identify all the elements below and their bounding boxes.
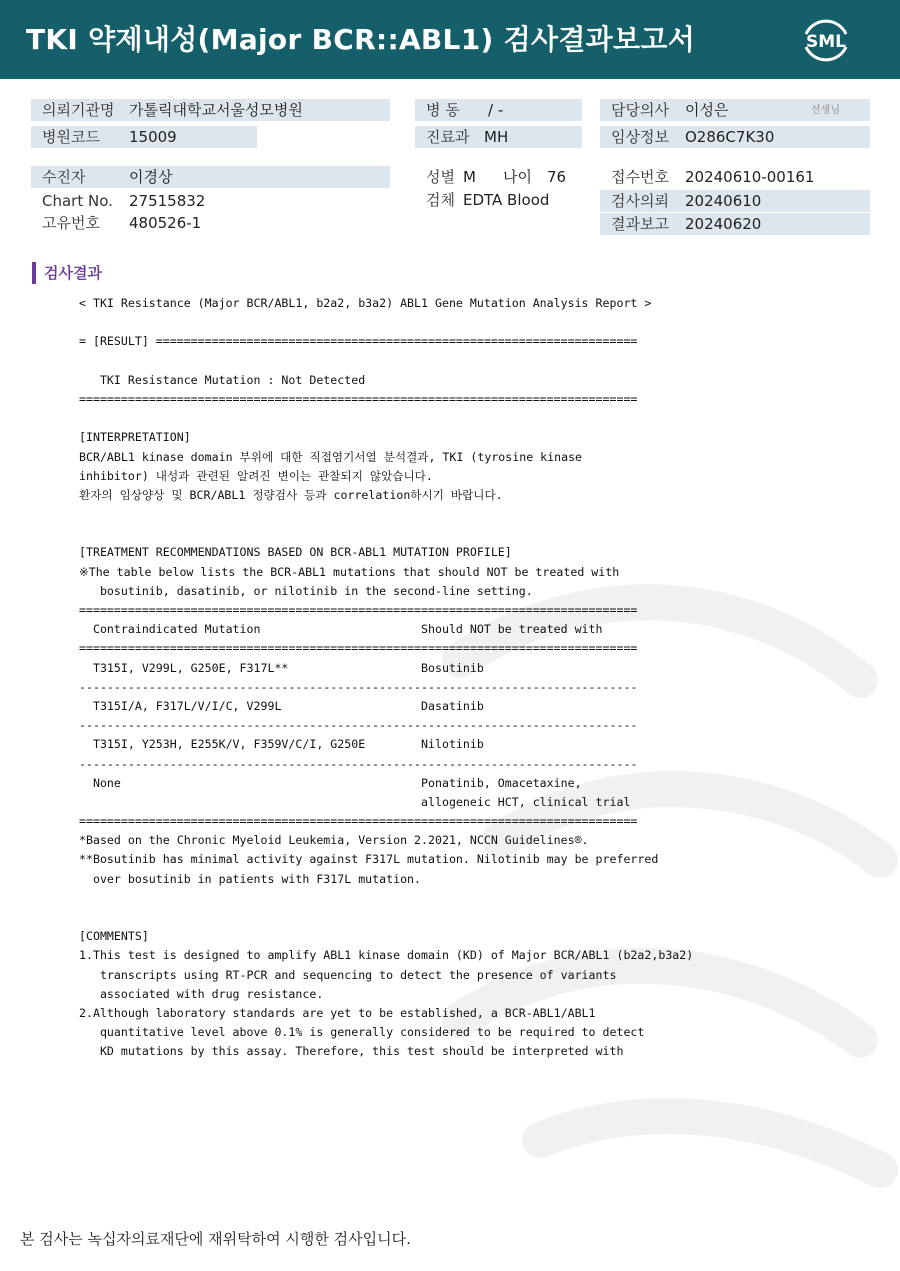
ward-field [415, 99, 582, 121]
patient-value: 이경상 [129, 168, 173, 186]
request-field [600, 190, 870, 212]
report-header [0, 0, 900, 79]
ward-value: / - [488, 101, 504, 119]
report-line: TKI Resistance Mutation : Not Detected [79, 372, 366, 387]
chart-label: Chart No. [42, 192, 113, 210]
dept-label: 진료과 [426, 128, 470, 146]
report-line: over bosutinib in patients with F317L mutation. [79, 871, 422, 886]
footer-note: 본 검사는 녹십자의료재단에 재위탁하여 시행한 검사입니다. [20, 1230, 411, 1248]
report-line: [INTERPRETATION] [79, 430, 191, 445]
unique-field [31, 212, 390, 234]
report-line: 환자의 임상양상 및 BCR/ABL1 정량검사 등과 correlation하시기 바랍니다. [79, 487, 503, 502]
report-line: allogeneic HCT, clinical trial [79, 794, 631, 809]
patient-label: 수진자 [42, 168, 86, 186]
logo-text: SML [806, 32, 846, 52]
report-line: < TKI Resistance (Major BCR/ABL1, b2a2, b3a2) ABL1 Gene Mutation Analysis Report > [79, 296, 652, 310]
report-line: ================================================================================ [79, 641, 638, 656]
report-line [79, 352, 693, 371]
report-line: ================================================================================ [79, 603, 638, 617]
doctor-field [600, 99, 870, 121]
unique-value: 480526-1 [129, 214, 202, 232]
specimen-field [415, 189, 582, 211]
report-line [79, 409, 693, 428]
report-line: 1.This test is designed to amplify ABL1 kinase domain (KD) of Major BCR/ABL1 (b2a2,b3a2) [79, 948, 694, 963]
report-line: bosutinib, dasatinib, or nilotinib in the second-line setting. [79, 583, 533, 598]
report-line [79, 889, 693, 908]
report-line: ※The table below lists the BCR-ABL1 mutations that should NOT be treated with [79, 564, 620, 579]
doctor-label: 담당의사 [611, 101, 669, 119]
institution-field [31, 99, 390, 121]
clinical-value: O286C7K30 [685, 128, 775, 146]
hospital-code-label: 병원코드 [42, 128, 100, 146]
request-label: 검사의뢰 [611, 192, 669, 210]
report-line: *Based on the Chronic Myeloid Leukemia, Version 2.2021, NCCN Guidelines®. [79, 833, 589, 848]
institution-label: 의뢰기관명 [42, 101, 115, 119]
patient-field [31, 166, 390, 188]
report-line: ================================================================================ [79, 391, 638, 406]
hospital-code-value: 15009 [129, 128, 177, 146]
report-line: T315I, V299L, G250E, F317L** Bosutinib [79, 660, 484, 675]
institution-value: 가톨릭대학교서울성모병원 [129, 101, 303, 119]
receipt-label: 접수번호 [611, 168, 669, 186]
report-title: TKI 약제내성(Major BCR::ABL1) 검사결과보고서 [26, 23, 696, 56]
result-field [600, 213, 870, 235]
age-label: 나이 [503, 168, 532, 186]
report-line: -------------------------------------------------------------------------------- [79, 679, 638, 694]
chart-value: 27515832 [129, 192, 206, 210]
report-line [79, 524, 693, 543]
chart-field [31, 190, 390, 212]
report-body [79, 294, 693, 1062]
receipt-value: 20240610-00161 [685, 168, 815, 186]
sex-label: 성별 [426, 168, 455, 186]
dept-value: MH [484, 128, 509, 146]
report-line: **Bosutinib has minimal activity against F317L mutation. Nilotinib may be preferred [79, 852, 659, 867]
report-line: -------------------------------------------------------------------------------- [79, 718, 638, 733]
section-title: 검사결과 [32, 262, 102, 284]
ward-label: 병 동 [426, 101, 460, 119]
request-value: 20240610 [685, 192, 762, 210]
report-line: Contraindicated Mutation Should NOT be treated with [79, 622, 603, 637]
sml-logo-icon [798, 14, 854, 64]
report-line: inhibitor) 내성과 관련된 알려진 변이는 관찰되지 않았습니다. [79, 468, 433, 483]
age-value: 76 [547, 168, 567, 186]
report-line: None Ponatinib, Omacetaxine, [79, 775, 582, 790]
report-line: [TREATMENT RECOMMENDATIONS BASED ON BCR-ABL1 MUTATION PROFILE] [79, 545, 512, 560]
report-line: ================================================================================ [79, 814, 638, 829]
dept-field [415, 126, 582, 148]
sex-value: M [463, 168, 476, 186]
report-line: associated with drug resistance. [79, 986, 324, 1001]
specimen-label: 검체 [426, 191, 455, 209]
report-line: BCR/ABL1 kinase domain 부위에 대한 직접염기서열 분석결과, TKI (tyrosine kinase [79, 449, 583, 464]
result-value: 20240620 [685, 215, 762, 233]
clinical-field [600, 126, 870, 148]
report-line: KD mutations by this assay. Therefore, this test should be interpreted with [79, 1044, 624, 1059]
sex-age-field [415, 166, 582, 188]
report-line [79, 313, 693, 332]
report-line: = [RESULT] ===================================================================== [79, 334, 638, 349]
report-line: transcripts using RT-PCR and sequencing to detect the presence of variants [79, 967, 617, 982]
report-line: quantitative level above 0.1% is generally considered to be required to detect [79, 1025, 645, 1040]
unique-label: 고유번호 [42, 214, 100, 232]
clinical-label: 임상정보 [611, 128, 669, 146]
doctor-value: 이성은 [685, 101, 729, 119]
doctor-suffix: 선생님 [811, 105, 840, 116]
result-label: 결과보고 [611, 215, 669, 233]
report-line: [COMMENTS] [79, 929, 149, 944]
report-line: T315I/A, F317L/V/I/C, V299L Dasatinib [79, 698, 484, 713]
report-line [79, 908, 693, 927]
report-line: -------------------------------------------------------------------------------- [79, 756, 638, 771]
report-line: 2.Although laboratory standards are yet to be established, a BCR-ABL1/ABL1 [79, 1005, 596, 1020]
hospital-code-field [31, 126, 257, 148]
report-line [79, 505, 693, 524]
receipt-field [600, 166, 870, 188]
specimen-value: EDTA Blood [463, 191, 550, 209]
report-line: T315I, Y253H, E255K/V, F359V/C/I, G250E Nilotinib [79, 737, 484, 752]
